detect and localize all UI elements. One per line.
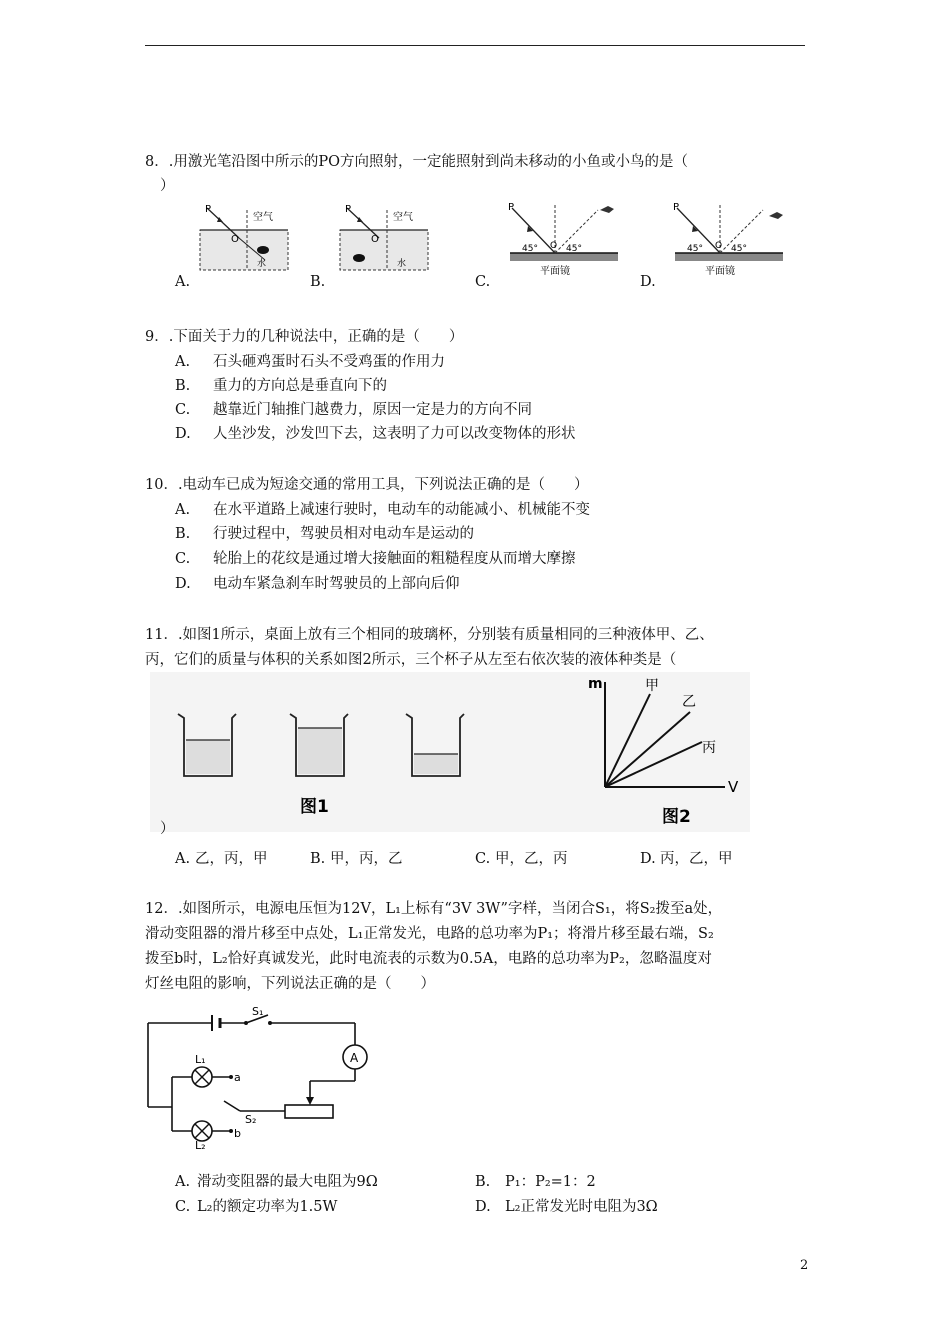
svg-text:45°: 45° (687, 244, 703, 254)
q10-stem: 10．.电动车已成为短途交通的常用工具，下列说法正确的是（ ） (145, 477, 589, 493)
svg-text:45°: 45° (522, 244, 538, 254)
rheostat (285, 1105, 333, 1118)
q12-option-c[interactable]: C. L₂的额定功率为1.5W (175, 1199, 338, 1215)
s1-label: S₁ (252, 1005, 264, 1018)
q8-figure-d (665, 198, 795, 278)
svg-text:平面镜: 平面镜 (705, 266, 735, 277)
q9-option-b[interactable]: B. 重力的方向总是垂直向下的 (175, 378, 387, 394)
page-number: 2 (800, 1258, 809, 1273)
svg-text:O: O (550, 241, 558, 251)
header-rule (145, 45, 805, 46)
q8-stem-line2: ） (160, 178, 175, 194)
fig1-label: 图1 (300, 797, 329, 817)
series-yi-label: 乙 (682, 694, 696, 710)
fig-p-label: P (205, 204, 212, 215)
q12-stem-line3: 拨至b时，L₂恰好真诚发光，此时电流表的示数为0.5A，电路的总功率为P₂，忽略温度对 (145, 951, 712, 967)
q12-option-a[interactable]: A. 滑动变阻器的最大电阻为9Ω (175, 1174, 378, 1190)
l2-label: L₂ (195, 1139, 206, 1150)
q8-option-d[interactable]: D. (640, 274, 656, 290)
q8-option-b[interactable]: B. (310, 274, 326, 290)
q9-option-d[interactable]: D. 人坐沙发，沙发凹下去，这表明了力可以改变物体的形状 (175, 426, 576, 442)
q10-option-b[interactable]: B. 行驶过程中，驾驶员相对电动车是运动的 (175, 526, 474, 542)
svg-text:平面镜: 平面镜 (540, 266, 570, 277)
q12-stem-line1: 12．.如图所示，电源电压恒为12V，L₁上标有“3V 3W”字样，当闭合S₁，将S₂拨至a处， (145, 901, 723, 917)
svg-text:P: P (673, 202, 680, 213)
axis-m-label: m (588, 676, 603, 692)
svg-text:水: 水 (397, 259, 407, 269)
axis-v-label: V (728, 778, 739, 796)
terminal-a-label: a (234, 1071, 241, 1084)
q11-option-a[interactable]: A. 乙，丙，甲 (175, 851, 268, 867)
svg-text:空气: 空气 (253, 212, 273, 223)
q8-figure-b (335, 200, 435, 272)
svg-text:P: P (508, 202, 515, 213)
q11-option-b[interactable]: B. 甲，丙，乙 (310, 851, 403, 867)
q11-stem-line1: 11．.如图1所示，桌面上放有三个相同的玻璃杯，分别装有质量相同的三种液体甲、乙、 (145, 627, 714, 643)
q9-stem: 9．.下面关于力的几种说法中，正确的是（ ） (145, 329, 464, 345)
l1-label: L₁ (195, 1053, 206, 1066)
series-jia-label: 甲 (645, 678, 659, 694)
q11-stem-line2: 丙，它们的质量与体积的关系如图2所示，三个杯子从左至右依次装的液体种类是（ (145, 652, 677, 668)
q9-option-a[interactable]: A. 石头砸鸡蛋时石头不受鸡蛋的作用力 (175, 354, 445, 370)
q8-figure-a (195, 200, 295, 272)
q12-option-b[interactable]: B. P₁：P₂=1：2 (475, 1174, 596, 1190)
svg-text:P: P (345, 204, 352, 215)
ammeter-label: A (350, 1051, 359, 1065)
q8-option-a[interactable]: A. (175, 274, 191, 290)
svg-text:O: O (231, 234, 239, 245)
q11-figure (150, 672, 750, 832)
q12-stem-line2: 滑动变阻器的滑片移至中点处，L₁正常发光，电路的总功率为P₁；将滑片移至最右端，S₂ (145, 926, 714, 942)
q11-option-c[interactable]: C. 甲，乙，丙 (475, 851, 568, 867)
svg-text:水: 水 (257, 259, 267, 269)
svg-text:45°: 45° (566, 244, 582, 254)
q12-circuit (140, 1005, 380, 1150)
series-bing-label: 丙 (702, 740, 716, 756)
q8-stem-line1: 8．.用激光笔沿图中所示的PO方向照射，一定能照射到尚未移动的小鱼或小鸟的是（ (145, 154, 688, 170)
svg-text:O: O (371, 234, 379, 245)
q12-option-d[interactable]: D. L₂正常发光时电阻为3Ω (475, 1199, 658, 1215)
terminal-b-label: b (234, 1127, 241, 1140)
s2-label: S₂ (245, 1113, 257, 1126)
q9-option-c[interactable]: C. 越靠近门轴推门越费力，原因一定是力的方向不同 (175, 402, 532, 418)
q8-figure-c (500, 198, 630, 278)
svg-text:O: O (715, 241, 723, 251)
q10-option-d[interactable]: D. 电动车紧急刹车时驾驶员的上部向后仰 (175, 576, 460, 592)
switch-s2 (224, 1101, 240, 1111)
svg-text:空气: 空气 (393, 212, 413, 223)
q12-stem-line4: 灯丝电阻的影响，下列说法正确的是（ ） (145, 976, 435, 992)
q10-option-c[interactable]: C. 轮胎上的花纹是通过增大接触面的粗糙程度从而增大摩擦 (175, 551, 576, 567)
q10-option-a[interactable]: A. 在水平道路上减速行驶时，电动车的动能减小、机械能不变 (175, 502, 590, 518)
q11-option-d[interactable]: D. 丙，乙，甲 (640, 851, 733, 867)
q8-option-c[interactable]: C. (475, 274, 491, 290)
fig2-label: 图2 (662, 807, 691, 827)
q11-stem-line3: ） (160, 821, 175, 837)
svg-text:45°: 45° (731, 244, 747, 254)
